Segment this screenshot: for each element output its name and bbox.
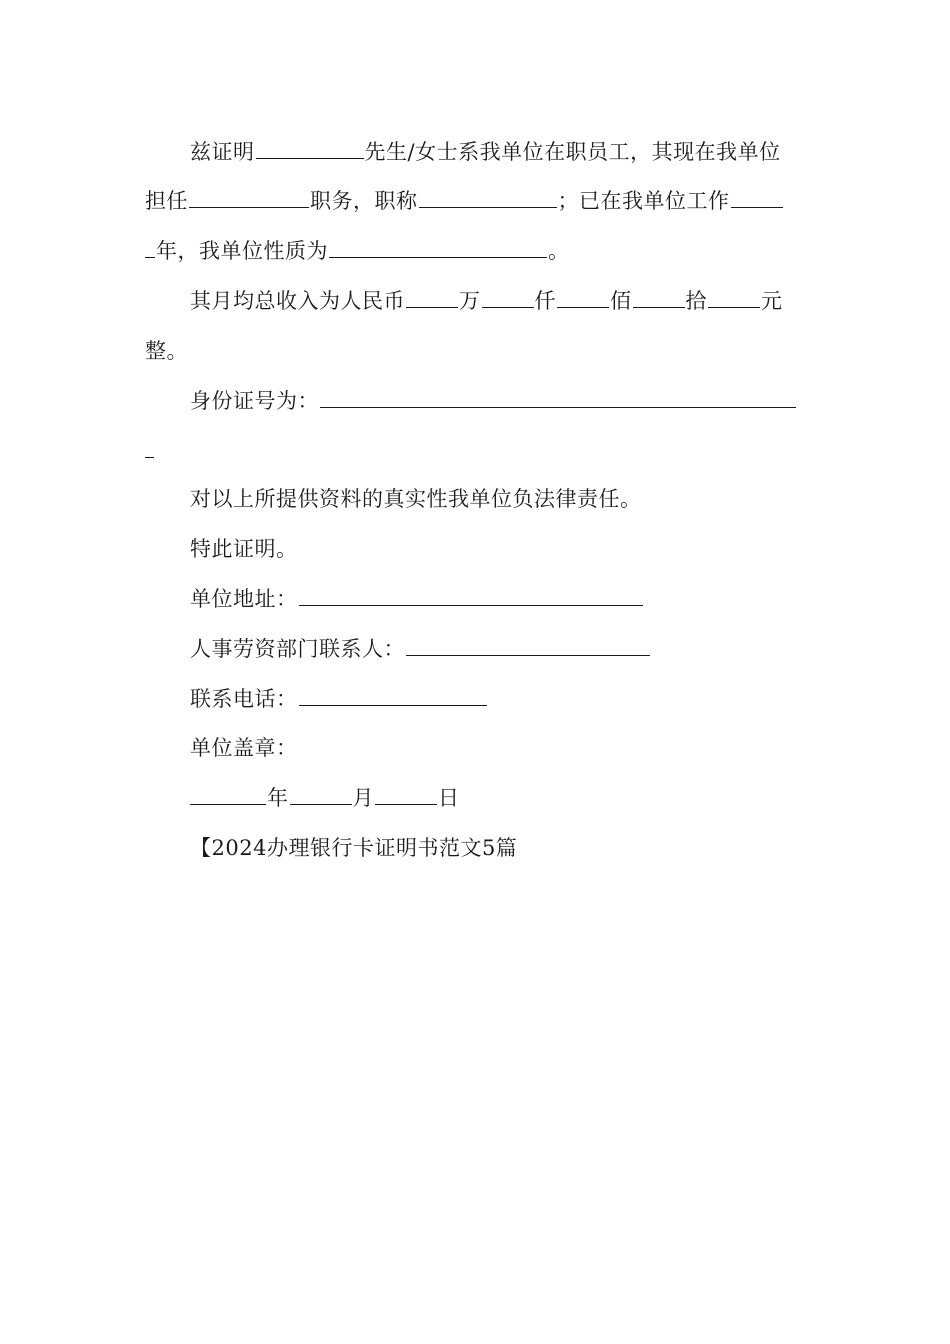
text: ；已在我单位工作 <box>557 189 730 213</box>
day-label: 日 <box>438 786 460 810</box>
month-blank <box>290 783 352 805</box>
income-line-1 <box>190 286 783 316</box>
certify-text: 特此证明。 <box>190 537 298 561</box>
qian-blank <box>482 286 534 308</box>
id-label: 身份证号为： <box>190 389 319 413</box>
position-blank <box>189 186 309 208</box>
day-blank <box>375 783 437 805</box>
id-line <box>190 386 797 416</box>
name-blank <box>256 137 364 159</box>
id-blank-cont <box>145 436 154 458</box>
year-blank <box>190 783 266 805</box>
text: 职务，职称 <box>310 189 418 213</box>
year-label: 年 <box>267 786 289 810</box>
certify-line-3 <box>145 236 570 266</box>
bai-blank <box>557 286 609 308</box>
responsibility-text: 对以上所提供资料的真实性我单位负法律责任。 <box>190 487 642 511</box>
text: 佰 <box>610 289 632 313</box>
text: 仟 <box>534 289 556 313</box>
text: 兹证明 <box>190 140 255 164</box>
seal-line <box>190 733 298 763</box>
shi-blank <box>633 286 685 308</box>
certify-line-2 <box>145 186 784 216</box>
responsibility-line <box>190 484 642 514</box>
address-label: 单位地址： <box>190 587 298 611</box>
contact-label: 人事劳资部门联系人： <box>190 637 405 661</box>
text: 拾 <box>685 289 707 313</box>
certify-line-1 <box>190 137 781 167</box>
phone-blank <box>299 684 487 706</box>
phone-label: 联系电话： <box>190 687 298 711</box>
text: 担任 <box>145 189 188 213</box>
years-blank-cont <box>145 236 155 258</box>
seal-label: 单位盖章： <box>190 736 298 760</box>
years-blank <box>731 186 783 208</box>
date-line <box>190 783 460 813</box>
next-title-text: 【2024办理银行卡证明书范文5篇 <box>190 836 518 860</box>
text: 先生/女士系我单位在职员工，其现在我单位 <box>364 140 781 164</box>
address-line <box>190 584 644 614</box>
income-line-2 <box>145 336 188 366</box>
text: 万 <box>459 289 481 313</box>
phone-line <box>190 684 488 714</box>
nature-blank <box>329 236 547 258</box>
text: 其月均总收入为人民币 <box>190 289 405 313</box>
id-blank <box>320 386 796 408</box>
text: 。 <box>548 239 570 263</box>
contact-line <box>190 634 651 664</box>
text: 整。 <box>145 339 188 363</box>
yuan-blank <box>708 286 760 308</box>
address-blank <box>299 584 643 606</box>
next-article-title <box>190 833 517 863</box>
contact-blank <box>406 634 650 656</box>
title-blank <box>419 186 557 208</box>
id-line-cont <box>145 436 155 466</box>
certify-closing <box>190 534 298 564</box>
text: 元 <box>761 289 783 313</box>
text: 年，我单位性质为 <box>156 239 328 263</box>
month-label: 月 <box>352 786 374 810</box>
wan-blank <box>406 286 458 308</box>
